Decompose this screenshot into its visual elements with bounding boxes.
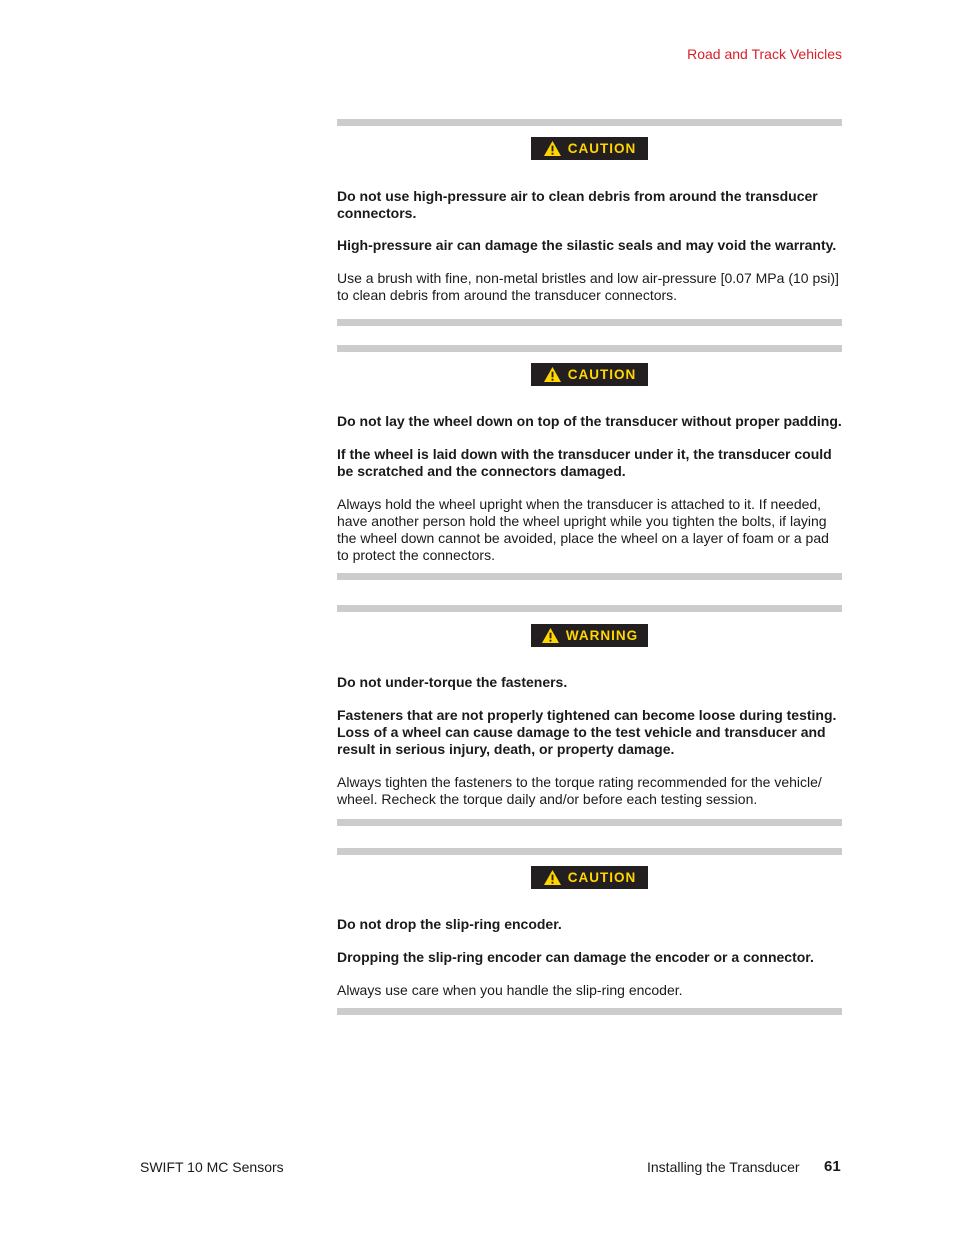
caution-statement: Do not drop the slip-ring encoder. [337,916,562,932]
warning-triangle-icon [543,869,562,886]
caution-consequence: Dropping the slip-ring encoder can damage the encoder or a connector. [337,949,814,965]
top-rule [337,345,842,352]
warning-badge [531,624,648,647]
badge-label: WARNING [565,628,639,643]
footer-doc-title: SWIFT 10 MC Sensors [140,1159,284,1175]
caution-instruction: Use a brush with fine, non-metal bristles and low air-pressure [0.07 MPa (10 psi)] to clean debris from around the transducer connectors. [337,270,839,303]
caution-consequence: If the wheel is laid down with the transducer under it, the transducer could be scratched and the connectors damaged. [337,446,832,479]
badge-label: CAUTION [567,367,637,382]
caution-statement: Do not use high-pressure air to clean debris from around the transducer connectors. [337,188,818,221]
caution-instruction: Always use care when you handle the slip-ring encoder. [337,982,683,998]
page-number: 61 [824,1158,841,1175]
top-rule [337,605,842,612]
caution-badge [531,363,648,386]
warning-statement: Do not under-torque the fasteners. [337,674,568,690]
caution-statement: Do not lay the wheel down on top of the transducer without proper padding. [337,413,842,429]
top-rule [337,848,842,855]
warning-triangle-icon [541,627,560,644]
warning-instruction: Always tighten the fasteners to the torque rating recommended for the vehicle/ wheel. Recheck the torque daily and/or before each testing session. [337,774,822,807]
warning-triangle-icon [543,366,562,383]
warning-consequence: Fasteners that are not properly tightened can become loose during testing. Loss of a wheel can cause damage to the test vehicle and transducer and result in serious injury, death, or property damage. [337,707,837,757]
badge-label: CAUTION [567,870,637,885]
caution-notice-encoder [337,848,842,1015]
caution-instruction: Always hold the wheel upright when the transducer is attached to it. If needed, have another person hold the wheel upright while you tighten the bolts, if laying the wheel down cannot be avoided, place the wheel on a layer of foam or a pad to protect the connectors. [337,496,829,563]
caution-badge [531,866,648,889]
bottom-rule [337,1008,842,1015]
top-rule [337,119,842,126]
footer-chapter: Installing the Transducer [647,1159,800,1175]
running-header: Road and Track Vehicles [687,46,842,62]
badge-label: CAUTION [567,141,637,156]
caution-badge [531,137,648,160]
caution-notice-air [337,119,842,326]
caution-consequence: High-pressure air can damage the silastic seals and may void the warranty. [337,237,837,253]
warning-triangle-icon [543,140,562,157]
bottom-rule [337,319,842,326]
warning-notice-fasteners [337,605,842,826]
bottom-rule [337,819,842,826]
caution-notice-wheel [337,345,842,580]
bottom-rule [337,573,842,580]
